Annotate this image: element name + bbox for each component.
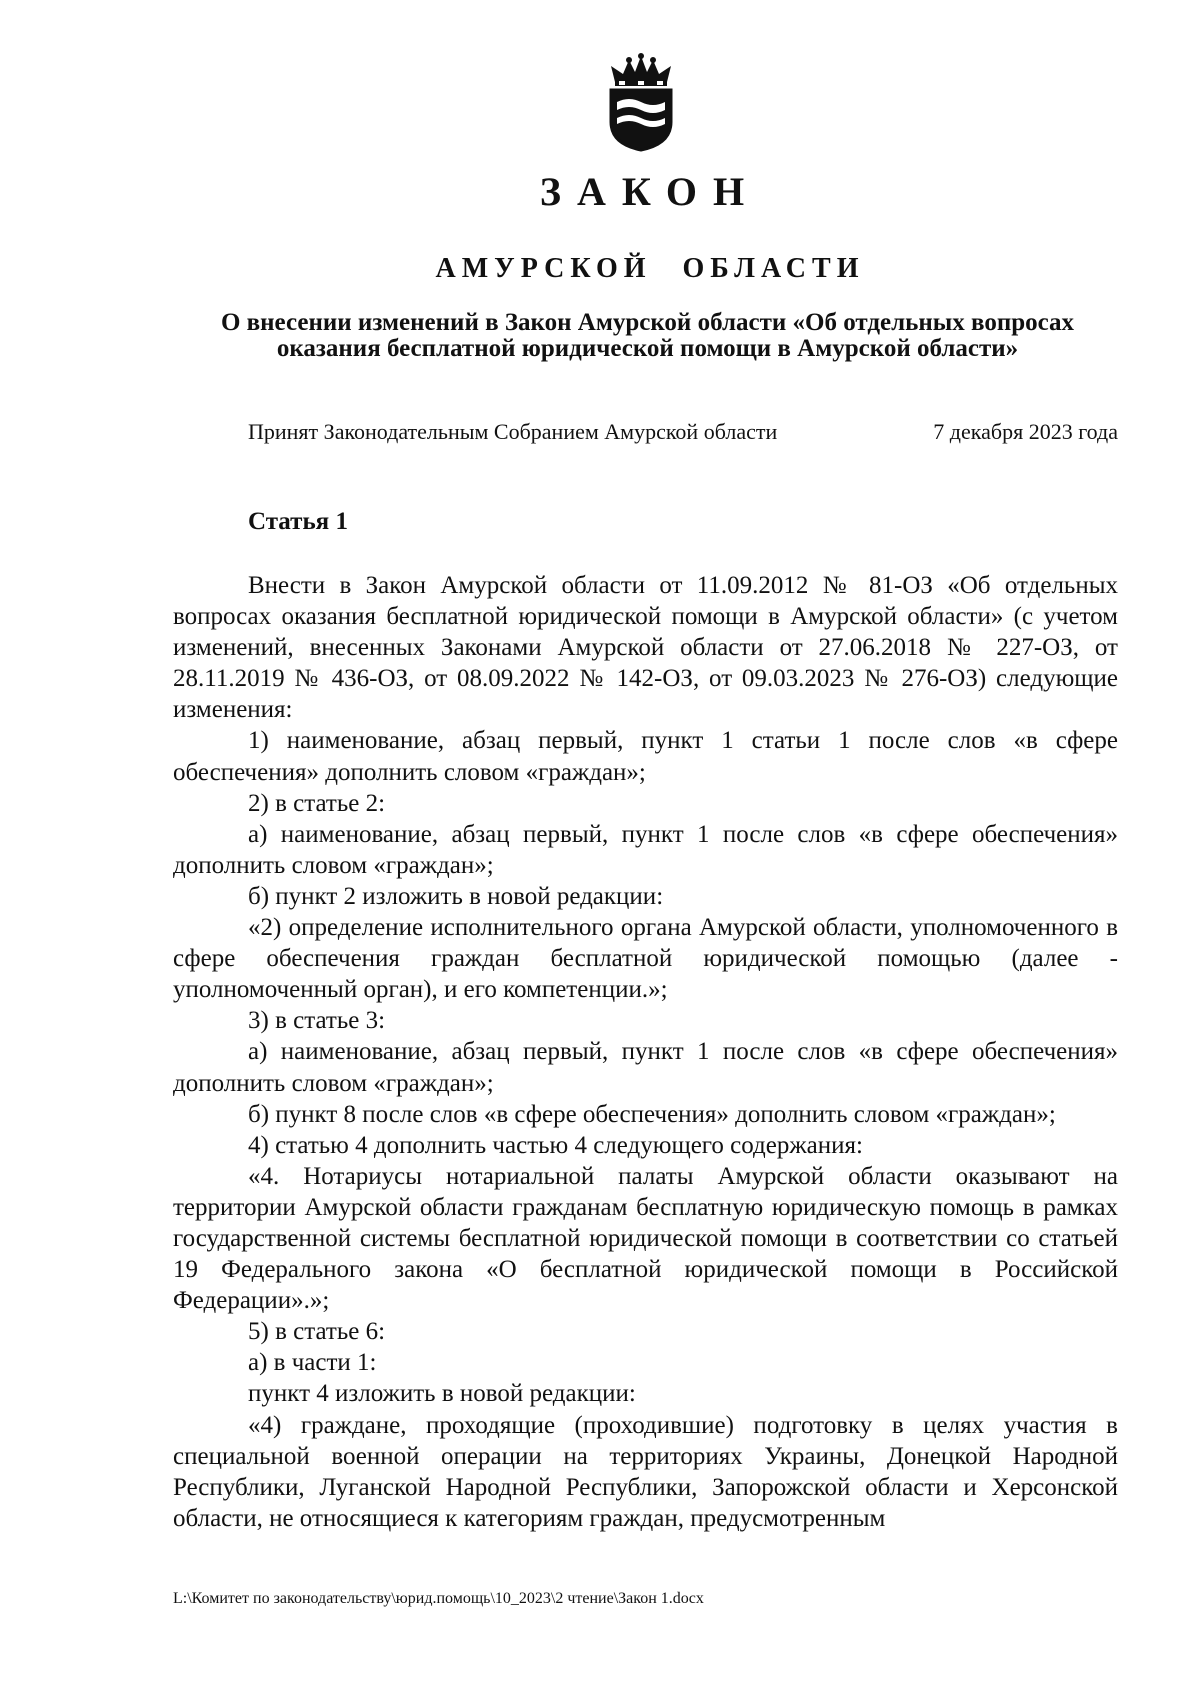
paragraph: 4) статью 4 дополнить частью 4 следующего содержания: [248,1131,863,1159]
amur-region-coat-of-arms-icon [601,52,681,152]
paragraph: б) пункт 2 изложить в новой редакции: [248,882,664,910]
paragraph: пункт 4 изложить в новой редакции: [248,1380,636,1408]
paragraph: 2) в статье 2: [248,789,386,817]
file-path-footer: L:\Комитет по законодательству\юрид.помощь\10_2023\2 чтение\Закон 1.docx [173,1590,704,1607]
adopted-by: Принят Законодательным Собранием Амурской области [248,419,778,444]
paragraph: Внести в Закон Амурской области от 11.09.2012 № 81-ОЗ «Об отдельных вопросах оказания бесплатной юридической помощи в Амурской области» (с учетом изменений, внесенных Законами Амурской области от 27.06.2018 № 227-ОЗ, от 28.11.2019 № 436-ОЗ, от 08.09.2022 № 142-ОЗ, от 09.03.2023 № 276-ОЗ) следующие изменения: [173,572,1118,724]
law-region: АМУРСКОЙ ОБЛАСТИ [435,253,865,284]
article-body [173,570,1118,1534]
paragraph: «2) определение исполнительного органа Амурской области, уполномоченного в сфере обеспечения граждан бесплатной юридической помощью (далее - уполномоченный орган), и его компетенции.»; [173,914,1118,1004]
paragraph: а) в части 1: [248,1349,377,1377]
paragraph: 5) в статье 6: [248,1318,386,1346]
paragraph: 3) в статье 3: [248,1007,386,1035]
article-heading: Статья 1 [248,508,348,535]
paragraph: «4. Нотариусы нотариальной палаты Амурской области оказывают на территории Амурской области гражданам бесплатную юридическую помощь в рамках государственной системы бесплатной юридической помощи в соответствии со статьей 19 Федерального закона «О бесплатной юридической помощи в Российской Федерации».»; [173,1162,1118,1315]
paragraph: б) пункт 8 после слов «в сфере обеспечения» дополнить словом «граждан»; [248,1100,1056,1128]
paragraph: а) наименование, абзац первый, пункт 1 после слов «в сфере обеспечения» дополнить словом «граждан»; [173,1038,1118,1097]
law-subject: О внесении изменений в Закон Амурской области «Об отдельных вопросах оказания бесплатной юридической помощи в Амурской области» [220,309,1075,362]
adoption-date: 7 декабря 2023 года [933,419,1118,444]
paragraph: а) наименование, абзац первый, пункт 1 после слов «в сфере обеспечения» дополнить словом «граждан»; [173,820,1118,879]
paragraph: «4) граждане, проходящие (проходившие) подготовку в целях участия в специальной военной операции на территориях Украины, Донецкой Народной Республики, Луганской Народной Республики, Запорожской области и Херсонской области, не относящиеся к категориям граждан, предусмотренным [173,1411,1118,1532]
adoption-line [248,419,1118,445]
paragraph: 1) наименование, абзац первый, пункт 1 статьи 1 после слов «в сфере обеспечения» дополнить словом «граждан»; [173,727,1118,786]
law-title: ЗАКОН [539,169,761,214]
